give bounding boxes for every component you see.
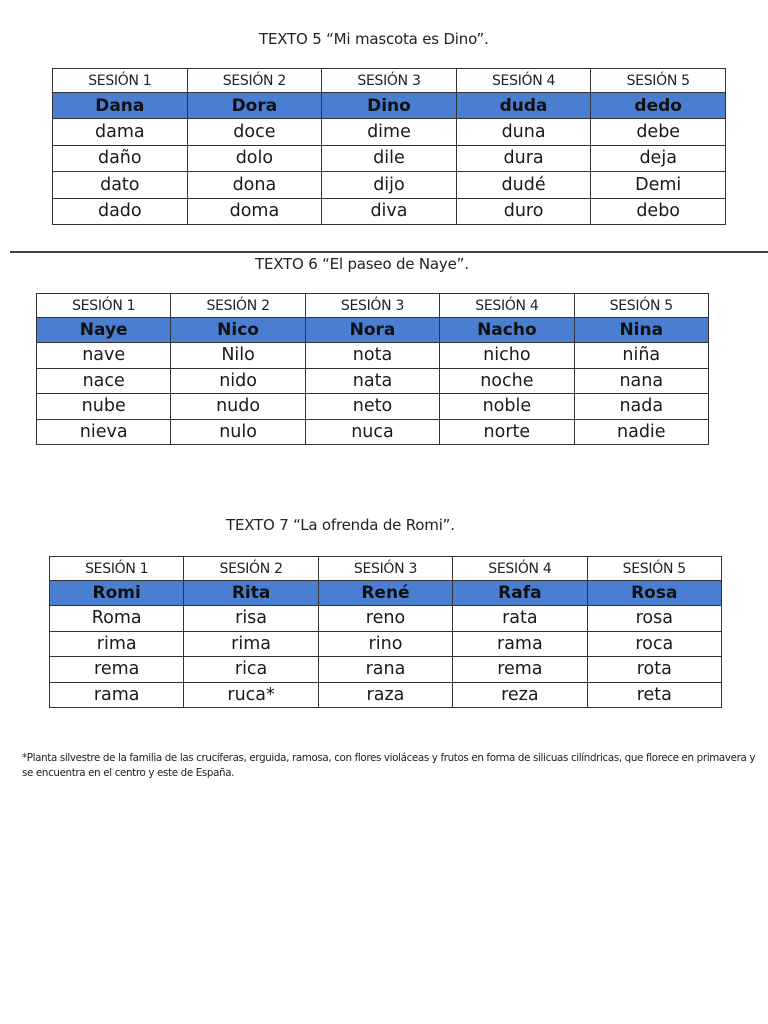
word-cell: risa (184, 606, 318, 632)
name-row (37, 318, 709, 343)
word-cell: nata (305, 368, 439, 394)
table-row (50, 682, 722, 708)
word-cell: nadie (574, 419, 708, 445)
name-cell: Nora (305, 318, 439, 343)
word-cell: nudo (171, 394, 305, 420)
word-cell: nave (37, 343, 171, 369)
column-header: SESIÓN 3 (305, 294, 439, 318)
table-row (53, 172, 726, 199)
word-cell: dama (53, 119, 188, 146)
column-header: SESIÓN 1 (53, 69, 188, 93)
word-cell: rema (453, 657, 587, 683)
table-row (53, 198, 726, 225)
column-header: SESIÓN 4 (453, 557, 587, 581)
word-cell: reta (587, 682, 721, 708)
section-title-texto-7: TEXTO 7 “La ofrenda de Romi”. (226, 516, 455, 534)
table-header-row (50, 557, 722, 581)
name-cell: Dora (187, 93, 322, 119)
word-cell: rama (453, 631, 587, 657)
word-cell: rima (184, 631, 318, 657)
name-cell: Dino (322, 93, 457, 119)
column-header: SESIÓN 3 (322, 69, 457, 93)
word-cell: rana (318, 657, 452, 683)
name-cell: Rosa (587, 581, 721, 606)
name-cell: Romi (50, 581, 184, 606)
name-cell: Nina (574, 318, 708, 343)
name-cell: Rafa (453, 581, 587, 606)
word-cell: dado (53, 198, 188, 225)
column-header: SESIÓN 3 (318, 557, 452, 581)
column-header: SESIÓN 4 (456, 69, 591, 93)
word-cell: dijo (322, 172, 457, 199)
word-cell: rica (184, 657, 318, 683)
column-header: SESIÓN 2 (171, 294, 305, 318)
column-header: SESIÓN 2 (187, 69, 322, 93)
word-cell: neto (305, 394, 439, 420)
word-cell: dime (322, 119, 457, 146)
column-header: SESIÓN 5 (591, 69, 726, 93)
name-row (53, 93, 726, 119)
table-row (37, 394, 709, 420)
word-cell: Nilo (171, 343, 305, 369)
word-cell: rima (50, 631, 184, 657)
word-cell: nicho (440, 343, 574, 369)
word-cell: rino (318, 631, 452, 657)
word-cell: debo (591, 198, 726, 225)
name-cell: Nico (171, 318, 305, 343)
word-cell: Demi (591, 172, 726, 199)
word-cell: dura (456, 145, 591, 172)
column-header: SESIÓN 4 (440, 294, 574, 318)
word-cell: dolo (187, 145, 322, 172)
table-row (37, 419, 709, 445)
name-cell: Rita (184, 581, 318, 606)
word-cell: duna (456, 119, 591, 146)
column-header: SESIÓN 1 (50, 557, 184, 581)
word-table-texto-5 (52, 68, 726, 225)
table-row (50, 631, 722, 657)
table-row (53, 119, 726, 146)
word-cell: rama (50, 682, 184, 708)
name-cell: dedo (591, 93, 726, 119)
word-table-texto-6 (36, 293, 709, 445)
word-cell: rema (50, 657, 184, 683)
word-cell: nieva (37, 419, 171, 445)
word-table-texto-7 (49, 556, 722, 708)
word-cell: nada (574, 394, 708, 420)
word-cell: nido (171, 368, 305, 394)
name-row (50, 581, 722, 606)
word-cell: rota (587, 657, 721, 683)
word-cell: rata (453, 606, 587, 632)
table-header-row (37, 294, 709, 318)
name-cell: Naye (37, 318, 171, 343)
word-cell: nube (37, 394, 171, 420)
table-row (37, 368, 709, 394)
word-cell: debe (591, 119, 726, 146)
name-cell: duda (456, 93, 591, 119)
word-cell: raza (318, 682, 452, 708)
name-cell: Dana (53, 93, 188, 119)
section-title-texto-5: TEXTO 5 “Mi mascota es Dino”. (259, 30, 489, 48)
word-cell: reno (318, 606, 452, 632)
word-cell: daño (53, 145, 188, 172)
word-cell: nace (37, 368, 171, 394)
word-cell: doce (187, 119, 322, 146)
table-row (37, 343, 709, 369)
table-row (53, 145, 726, 172)
name-cell: René (318, 581, 452, 606)
word-cell: nuca (305, 419, 439, 445)
column-header: SESIÓN 5 (574, 294, 708, 318)
word-cell: rosa (587, 606, 721, 632)
word-cell: noche (440, 368, 574, 394)
word-cell: reza (453, 682, 587, 708)
column-header: SESIÓN 5 (587, 557, 721, 581)
word-cell: norte (440, 419, 574, 445)
word-cell: nota (305, 343, 439, 369)
footnote: *Planta silvestre de la familia de las crucíferas, erguida, ramosa, con flores violáceas y frutos en forma de silicuas cilíndricas, que florece en primavera y se encuentra en el centro y este de España. (22, 752, 756, 779)
name-cell: Nacho (440, 318, 574, 343)
word-cell: Roma (50, 606, 184, 632)
word-cell: deja (591, 145, 726, 172)
word-cell: niña (574, 343, 708, 369)
word-cell: diva (322, 198, 457, 225)
word-cell: doma (187, 198, 322, 225)
table-row (50, 606, 722, 632)
word-cell: dile (322, 145, 457, 172)
table-header-row (53, 69, 726, 93)
word-cell: dudé (456, 172, 591, 199)
word-cell: nana (574, 368, 708, 394)
word-cell: dato (53, 172, 188, 199)
column-header: SESIÓN 2 (184, 557, 318, 581)
word-cell: noble (440, 394, 574, 420)
word-cell: ruca* (184, 682, 318, 708)
section-divider (10, 251, 768, 253)
word-cell: dona (187, 172, 322, 199)
section-title-texto-6: TEXTO 6 “El paseo de Naye”. (255, 255, 469, 273)
column-header: SESIÓN 1 (37, 294, 171, 318)
word-cell: duro (456, 198, 591, 225)
table-row (50, 657, 722, 683)
word-cell: roca (587, 631, 721, 657)
word-cell: nulo (171, 419, 305, 445)
